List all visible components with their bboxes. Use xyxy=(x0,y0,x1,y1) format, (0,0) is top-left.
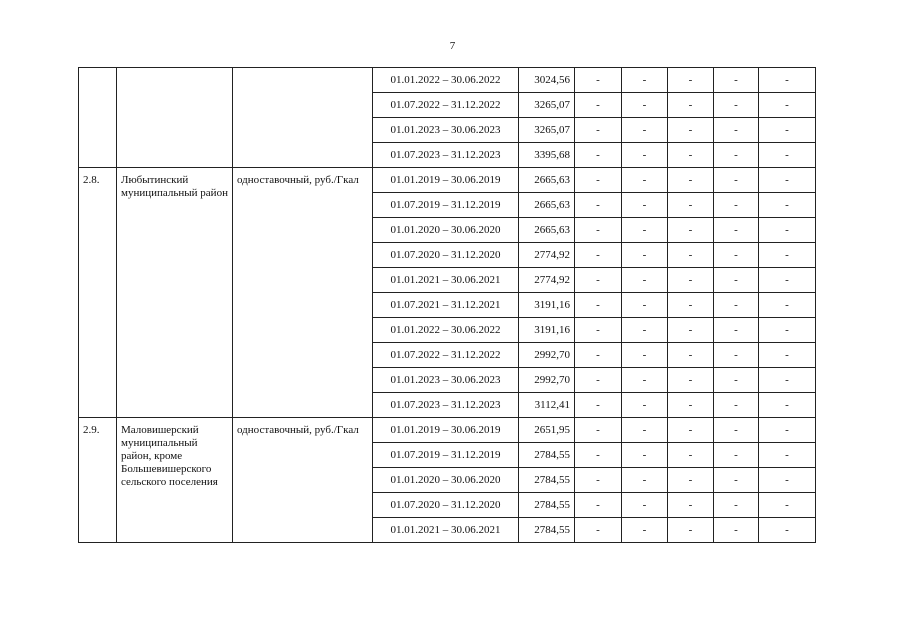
empty-value-cell: - xyxy=(714,443,759,468)
empty-value-cell: - xyxy=(668,93,714,118)
empty-value-cell: - xyxy=(668,68,714,93)
empty-value-cell: - xyxy=(668,343,714,368)
empty-value-cell: - xyxy=(759,293,816,318)
empty-value-cell: - xyxy=(714,518,759,543)
tariff-value-cell: 3112,41 xyxy=(519,393,575,418)
empty-value-cell: - xyxy=(668,243,714,268)
empty-value-cell: - xyxy=(759,368,816,393)
empty-value-cell: - xyxy=(714,418,759,443)
empty-value-cell: - xyxy=(759,243,816,268)
empty-value-cell: - xyxy=(622,493,668,518)
period-cell: 01.01.2023 – 30.06.2023 xyxy=(373,368,519,393)
page-number: 7 xyxy=(449,40,456,52)
period-cell: 01.07.2020 – 31.12.2020 xyxy=(373,243,519,268)
empty-value-cell: - xyxy=(575,393,622,418)
empty-value-cell: - xyxy=(575,493,622,518)
period-cell: 01.07.2022 – 31.12.2022 xyxy=(373,93,519,118)
empty-value-cell: - xyxy=(622,68,668,93)
table-body xyxy=(79,68,816,543)
empty-value-cell: - xyxy=(714,468,759,493)
table-row xyxy=(79,418,816,443)
empty-value-cell: - xyxy=(575,68,622,93)
tariff-value-cell: 2774,92 xyxy=(519,243,575,268)
empty-value-cell: - xyxy=(714,93,759,118)
empty-value-cell: - xyxy=(668,368,714,393)
tariff-value-cell: 2992,70 xyxy=(519,343,575,368)
tariff-value-cell: 2784,55 xyxy=(519,443,575,468)
tariff-value-cell: 3395,68 xyxy=(519,143,575,168)
empty-value-cell: - xyxy=(575,343,622,368)
table-row xyxy=(79,68,816,93)
empty-value-cell: - xyxy=(759,518,816,543)
empty-value-cell: - xyxy=(668,443,714,468)
empty-value-cell: - xyxy=(714,268,759,293)
tariff-value-cell: 3191,16 xyxy=(519,318,575,343)
empty-value-cell: - xyxy=(759,268,816,293)
tariff-type xyxy=(233,68,373,168)
empty-value-cell: - xyxy=(759,393,816,418)
empty-value-cell: - xyxy=(622,193,668,218)
empty-value-cell: - xyxy=(759,193,816,218)
tariff-type: одноставочный, руб./Гкал xyxy=(233,418,373,543)
period-cell: 01.01.2019 – 30.06.2019 xyxy=(373,418,519,443)
empty-value-cell: - xyxy=(759,443,816,468)
empty-value-cell: - xyxy=(714,393,759,418)
empty-value-cell: - xyxy=(668,193,714,218)
tariff-value-cell: 2784,55 xyxy=(519,493,575,518)
empty-value-cell: - xyxy=(575,318,622,343)
tariff-value-cell: 2665,63 xyxy=(519,168,575,193)
period-cell: 01.01.2022 – 30.06.2022 xyxy=(373,318,519,343)
tariff-value-cell: 2784,55 xyxy=(519,518,575,543)
period-cell: 01.01.2022 – 30.06.2022 xyxy=(373,68,519,93)
table-row xyxy=(79,168,816,193)
period-cell: 01.07.2023 – 31.12.2023 xyxy=(373,143,519,168)
tariff-value-cell: 2651,95 xyxy=(519,418,575,443)
empty-value-cell: - xyxy=(714,368,759,393)
period-cell: 01.01.2021 – 30.06.2021 xyxy=(373,268,519,293)
empty-value-cell: - xyxy=(575,93,622,118)
tariff-value-cell: 3024,56 xyxy=(519,68,575,93)
empty-value-cell: - xyxy=(575,518,622,543)
empty-value-cell: - xyxy=(622,518,668,543)
empty-value-cell: - xyxy=(668,218,714,243)
empty-value-cell: - xyxy=(668,268,714,293)
tariff-type: одноставочный, руб./Гкал xyxy=(233,168,373,418)
empty-value-cell: - xyxy=(668,418,714,443)
empty-value-cell: - xyxy=(622,343,668,368)
empty-value-cell: - xyxy=(575,418,622,443)
empty-value-cell: - xyxy=(622,418,668,443)
empty-value-cell: - xyxy=(622,468,668,493)
period-cell: 01.01.2021 – 30.06.2021 xyxy=(373,518,519,543)
empty-value-cell: - xyxy=(714,143,759,168)
empty-value-cell: - xyxy=(622,393,668,418)
row-number xyxy=(79,68,117,168)
empty-value-cell: - xyxy=(714,218,759,243)
tariff-value-cell: 2774,92 xyxy=(519,268,575,293)
tariff-value-cell: 2992,70 xyxy=(519,368,575,393)
empty-value-cell: - xyxy=(575,193,622,218)
tariff-value-cell: 2665,63 xyxy=(519,218,575,243)
period-cell: 01.07.2021 – 31.12.2021 xyxy=(373,293,519,318)
empty-value-cell: - xyxy=(759,343,816,368)
empty-value-cell: - xyxy=(668,468,714,493)
row-number: 2.8. xyxy=(79,168,117,418)
empty-value-cell: - xyxy=(714,293,759,318)
empty-value-cell: - xyxy=(759,493,816,518)
empty-value-cell: - xyxy=(622,293,668,318)
empty-value-cell: - xyxy=(575,143,622,168)
empty-value-cell: - xyxy=(668,143,714,168)
period-cell: 01.07.2019 – 31.12.2019 xyxy=(373,193,519,218)
empty-value-cell: - xyxy=(575,168,622,193)
empty-value-cell: - xyxy=(668,293,714,318)
empty-value-cell: - xyxy=(622,443,668,468)
period-cell: 01.07.2019 – 31.12.2019 xyxy=(373,443,519,468)
period-cell: 01.07.2022 – 31.12.2022 xyxy=(373,343,519,368)
period-cell: 01.01.2020 – 30.06.2020 xyxy=(373,218,519,243)
tariff-table xyxy=(78,67,816,543)
empty-value-cell: - xyxy=(575,443,622,468)
empty-value-cell: - xyxy=(759,143,816,168)
empty-value-cell: - xyxy=(759,118,816,143)
tariff-value-cell: 2784,55 xyxy=(519,468,575,493)
empty-value-cell: - xyxy=(622,243,668,268)
empty-value-cell: - xyxy=(714,243,759,268)
empty-value-cell: - xyxy=(575,293,622,318)
period-cell: 01.01.2023 – 30.06.2023 xyxy=(373,118,519,143)
empty-value-cell: - xyxy=(714,343,759,368)
empty-value-cell: - xyxy=(622,218,668,243)
empty-value-cell: - xyxy=(714,68,759,93)
tariff-value-cell: 3265,07 xyxy=(519,93,575,118)
empty-value-cell: - xyxy=(622,143,668,168)
empty-value-cell: - xyxy=(575,118,622,143)
empty-value-cell: - xyxy=(668,393,714,418)
row-number: 2.9. xyxy=(79,418,117,543)
period-cell: 01.07.2023 – 31.12.2023 xyxy=(373,393,519,418)
empty-value-cell: - xyxy=(714,118,759,143)
empty-value-cell: - xyxy=(575,468,622,493)
empty-value-cell: - xyxy=(759,318,816,343)
period-cell: 01.01.2019 – 30.06.2019 xyxy=(373,168,519,193)
empty-value-cell: - xyxy=(575,368,622,393)
region-name xyxy=(117,68,233,168)
empty-value-cell: - xyxy=(668,518,714,543)
empty-value-cell: - xyxy=(575,218,622,243)
tariff-value-cell: 3191,16 xyxy=(519,293,575,318)
empty-value-cell: - xyxy=(714,193,759,218)
empty-value-cell: - xyxy=(759,218,816,243)
period-cell: 01.07.2020 – 31.12.2020 xyxy=(373,493,519,518)
empty-value-cell: - xyxy=(759,468,816,493)
empty-value-cell: - xyxy=(622,268,668,293)
empty-value-cell: - xyxy=(575,243,622,268)
empty-value-cell: - xyxy=(668,493,714,518)
tariff-value-cell: 3265,07 xyxy=(519,118,575,143)
empty-value-cell: - xyxy=(622,318,668,343)
empty-value-cell: - xyxy=(759,168,816,193)
empty-value-cell: - xyxy=(622,93,668,118)
empty-value-cell: - xyxy=(714,318,759,343)
empty-value-cell: - xyxy=(668,318,714,343)
empty-value-cell: - xyxy=(575,268,622,293)
empty-value-cell: - xyxy=(622,118,668,143)
region-name: Маловишерский муниципальный район, кроме Большевишерского сельского поселения xyxy=(117,418,233,543)
empty-value-cell: - xyxy=(759,93,816,118)
region-name: Любытинский муниципальный район xyxy=(117,168,233,418)
period-cell: 01.01.2020 – 30.06.2020 xyxy=(373,468,519,493)
tariff-value-cell: 2665,63 xyxy=(519,193,575,218)
empty-value-cell: - xyxy=(668,118,714,143)
empty-value-cell: - xyxy=(759,418,816,443)
empty-value-cell: - xyxy=(668,168,714,193)
empty-value-cell: - xyxy=(714,493,759,518)
empty-value-cell: - xyxy=(714,168,759,193)
empty-value-cell: - xyxy=(759,68,816,93)
empty-value-cell: - xyxy=(622,368,668,393)
empty-value-cell: - xyxy=(622,168,668,193)
